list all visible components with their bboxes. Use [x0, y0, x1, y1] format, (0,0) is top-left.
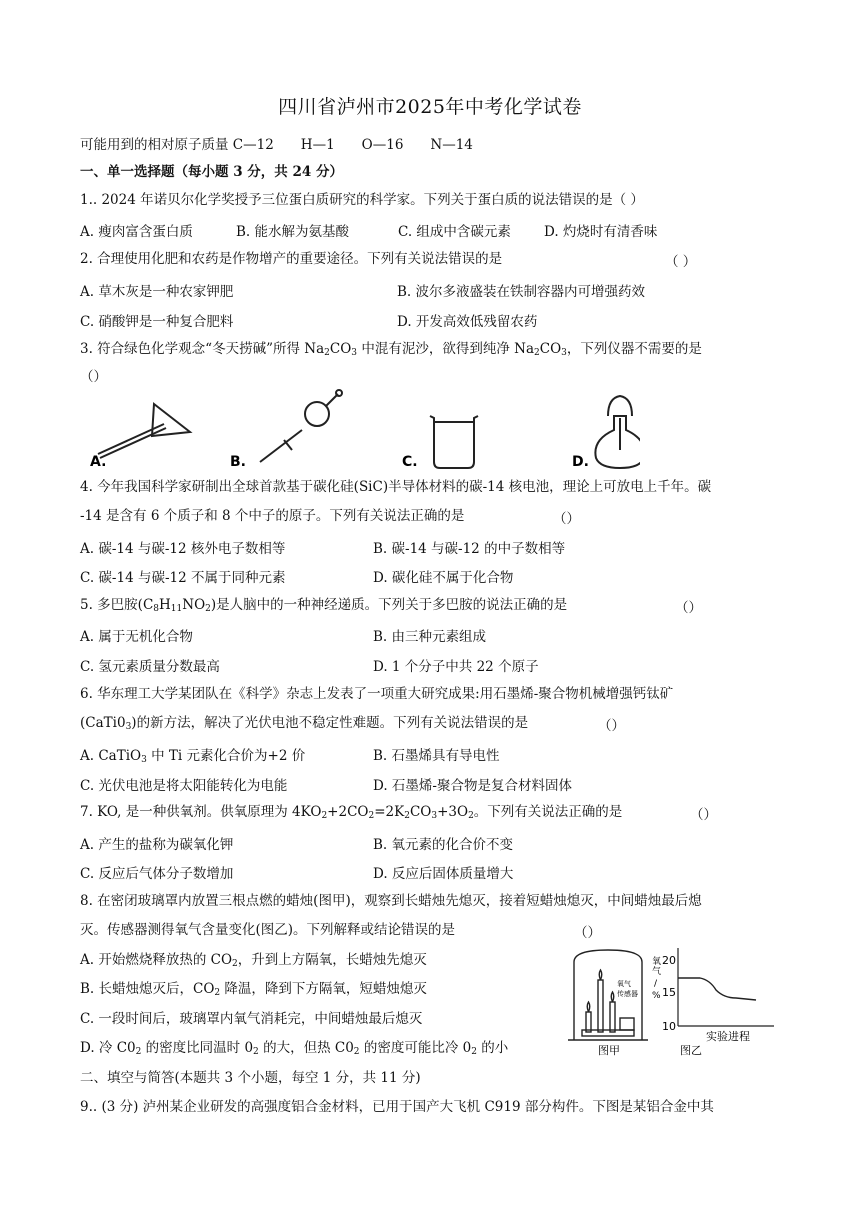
q3-label-d: D.: [572, 454, 589, 470]
y-tick-15: 15: [662, 986, 676, 999]
fig-jia-caption: 图甲: [598, 1044, 620, 1057]
q4-option-c: C. 碳-14 与碳-12 不属于同种元素: [80, 570, 286, 586]
sensor-label-2: 传感器: [617, 990, 638, 998]
oxygen-curve: [678, 978, 756, 1000]
q7-option-b: B. 氧元素的化合价不变: [373, 837, 514, 853]
q7-option-d: D. 反应后固体质量增大: [373, 866, 514, 882]
q5-stem: 5. 多巴胺$(C_8H_{11}NO_2)$是人脑中的一种神经递质。下列关于多巴胺的说法正确的是: [80, 597, 568, 614]
q5-option-c: C. 氢元素质量分数最高: [80, 659, 220, 675]
section-1-heading: 一、单一选择题（每小题 3 分，共 24 分）: [80, 164, 343, 180]
candle-middle: [610, 1002, 615, 1032]
oxygen-chart: [678, 948, 774, 1026]
q6-stem-line2: $(CaTi0_3)$的新方法，解决了光伏电池不稳定性难题。下列有关说法错误的是: [80, 715, 529, 732]
q1-option-d: D. 灼烧时有清香味: [544, 224, 658, 240]
q2-stem: 2. 合理使用化肥和农药是作物增产的重要途径。下列有关说法错误的是: [80, 251, 503, 267]
q8-bracket: （）: [574, 925, 601, 941]
q2-option-d: D. 开发高效低残留农药: [397, 314, 538, 330]
beaker-icon: [430, 416, 478, 468]
q6-option-d: D. 石墨烯-聚合物是复合材料固体: [373, 778, 572, 794]
q5-bracket: （）: [675, 600, 702, 616]
q9-stem: 9.. (3 分) 泸州某企业研发的高强度铝合金材料，已用于国产大飞机 C919 部分构件。下图是某铝合金中其: [80, 1099, 714, 1115]
q8-option-b: B. 长蜡烛熄灭后，$CO_2$ 降温，降到下方隔氧，短蜡烛熄灭: [80, 981, 427, 998]
y-label-3: /: [654, 979, 658, 989]
q3-label-b: B.: [230, 454, 246, 470]
q1-stem: 1.. 2024 年诺贝尔化学奖授予三位蛋白质研究的科学家。下列关于蛋白质的说法错误的是（ ）: [80, 192, 644, 208]
fig-yi-caption: 图乙: [680, 1044, 702, 1057]
q5-option-a: A. 属于无机化合物: [80, 629, 193, 645]
q3-label-a: A.: [90, 454, 107, 470]
q6-option-b: B. 石墨烯具有导电性: [373, 748, 500, 764]
q3-bracket: （）: [80, 369, 107, 385]
q1-option-c: C. 组成中含碳元素: [398, 224, 511, 240]
q7-bracket: （）: [690, 807, 717, 823]
q4-option-b: B. 碳-14 与碳-12 的中子数相等: [373, 541, 566, 557]
funnel-icon: [98, 404, 190, 458]
oxygen-sensor: [620, 1018, 634, 1030]
candle-long: [598, 980, 603, 1032]
section-2-heading: 二、填空与简答(本题共 3 个小题，每空 1 分，共 11 分): [80, 1070, 421, 1086]
q1-option-b: B. 能水解为氨基酸: [236, 224, 350, 240]
q1-option-a: A. 瘦肉富含蛋白质: [80, 224, 193, 240]
y-label-4: %: [652, 991, 661, 1001]
separatory-funnel-icon: [260, 390, 342, 462]
q3-label-c: C.: [402, 454, 418, 470]
q2-option-c: C. 硝酸钾是一种复合肥料: [80, 314, 234, 330]
q2-option-b: B. 波尔多液盛装在铁制容器内可增强药效: [397, 284, 646, 300]
alcohol-lamp-icon: [595, 396, 640, 468]
q8-stem-line2: 灭。传感器测得氧气含量变化(图乙)。下列解释或结论错误的是: [80, 922, 456, 938]
q7-option-c: C. 反应后气体分子数增加: [80, 866, 234, 882]
page-title: 四川省泸州市2025年中考化学试卷: [278, 96, 582, 118]
q5-option-d: D. 1 个分子中共 22 个原子: [373, 659, 539, 675]
y-label-2: 气: [652, 967, 662, 977]
y-tick-10: 10: [662, 1020, 676, 1033]
q4-option-d: D. 碳化硅不属于化合物: [373, 570, 514, 586]
candle-short: [586, 1012, 591, 1032]
q4-stem-line1: 4. 今年我国科学家研制出全球首款基于碳化硅(SiC)半导体材料的碳-14 核电池，理论上可放电上千年。碳: [80, 479, 712, 495]
q5-option-b: B. 由三种元素组成: [373, 629, 487, 645]
q4-bracket: （）: [553, 511, 580, 527]
sensor-label-1: 氧气: [617, 980, 631, 988]
q8-option-c: C. 一段时间后，玻璃罩内氧气消耗完，中间蜡烛最后熄灭: [80, 1011, 423, 1027]
q6-stem-line1: 6. 华东理工大学某团队在《科学》杂志上发表了一项重大研究成果:用石墨烯-聚合物机械增强钙钛矿: [80, 686, 674, 702]
q8-figure: [560, 944, 780, 1060]
q8-option-a: A. 开始燃烧释放热的 $CO_2$，升到上方隔氧，长蜡烛先熄灭: [80, 952, 427, 969]
q2-bracket: （ ）: [665, 254, 697, 270]
q2-option-a: A. 草木灰是一种农家钾肥: [80, 284, 234, 300]
atomic-masses: 可能用到的相对原子质量 C—12 H—1 O—16 N—14: [80, 137, 473, 153]
q3-stem: 3. 符合绿色化学观念“冬天捞碱”所得 $Na_2CO_3$ 中混有泥沙，欲得到纯净 $Na_2CO_3$，下列仪器不需要的是: [80, 341, 702, 358]
q4-stem-line2: -14 是含有 6 个质子和 8 个中子的原子。下列有关说法正确的是: [80, 508, 465, 524]
q3-apparatus-figure: [80, 388, 640, 474]
q4-option-a: A. 碳-14 与碳-12 核外电子数相等: [80, 541, 286, 557]
q8-stem-line1: 8. 在密闭玻璃罩内放置三根点燃的蜡烛(图甲)，观察到长蜡烛先熄灭，接着短蜡烛熄灭，中间蜡烛最后熄: [80, 893, 702, 909]
q8-option-d: D. 冷 $C0_2$ 的密度比同温时 $0_2$ 的大，但热 $C0_2$ 的密度可能比冷 $0_2$ 的小: [80, 1040, 509, 1057]
q6-bracket: （）: [598, 718, 625, 734]
q6-option-c: C. 光伏电池是将太阳能转化为电能: [80, 778, 288, 794]
q6-option-a: A. CaTiO$_3$ 中 Ti 元素化合价为+2 价: [80, 748, 306, 765]
y-tick-20: 20: [662, 954, 676, 967]
x-axis-label: 实验进程: [706, 1030, 750, 1043]
q7-stem: 7. KO, 是一种供氧剂。供氧原理为 $4KO_2+2CO_2=2K_2CO_3+3O_2$。下列有关说法正确的是: [80, 804, 623, 821]
q7-option-a: A. 产生的盐称为碳氧化钾: [80, 837, 234, 853]
y-label-1: 氧: [652, 957, 662, 967]
